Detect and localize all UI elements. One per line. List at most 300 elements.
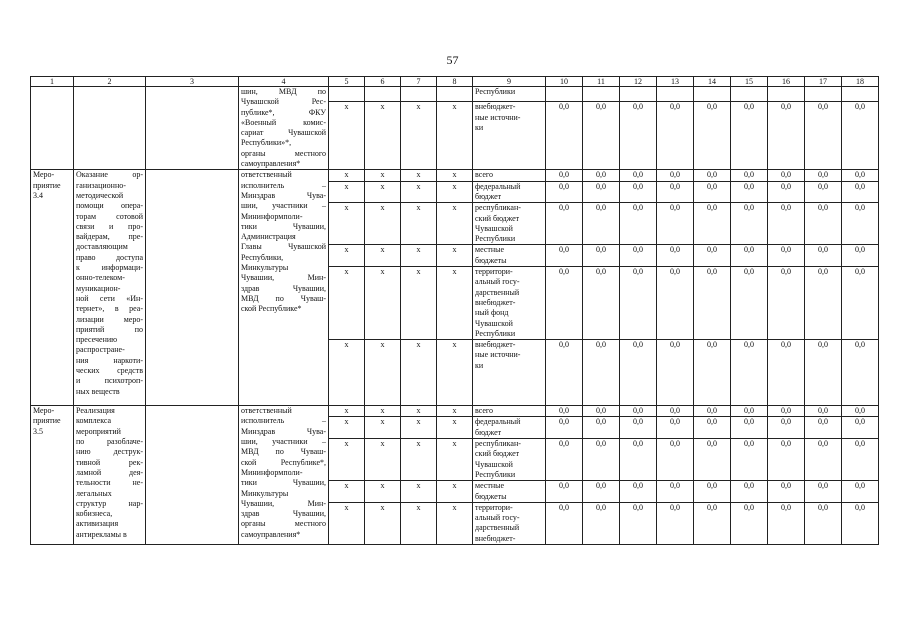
value-cell: 0,0 (768, 481, 805, 503)
value-cell: 0,0 (694, 502, 731, 544)
text-line: ный фонд (475, 308, 509, 318)
x-cell: x (365, 203, 401, 245)
value-cell: 0,0 (546, 502, 583, 544)
value-cell: 0,0 (842, 406, 879, 417)
value-cell: 0,0 (694, 406, 731, 417)
table-row (31, 87, 879, 102)
value-cell: 0,0 (768, 502, 805, 544)
x-cell: x (437, 170, 473, 181)
value-cell: 0,0 (546, 170, 583, 181)
value-cell: 0,0 (731, 406, 768, 417)
text-line: Администрация (241, 232, 296, 242)
value-cell: 0,0 (842, 502, 879, 544)
executors-cell (239, 170, 329, 406)
value-cell: 0,0 (546, 340, 583, 406)
empty-cell (437, 87, 473, 102)
value-cell: 0,0 (805, 181, 842, 203)
value-cell: 0,0 (842, 181, 879, 203)
text-line: шин, МВД по (241, 87, 326, 96)
text-line: 3.5 (33, 426, 43, 436)
text-line: 3.4 (33, 190, 43, 200)
x-cell: x (437, 181, 473, 203)
header-cell-1: 1 (31, 77, 74, 87)
x-cell: x (365, 481, 401, 503)
x-cell: x (401, 417, 437, 439)
value-cell: 0,0 (546, 181, 583, 203)
value-cell: 0,0 (620, 481, 657, 503)
value-cell: 0,0 (768, 170, 805, 181)
value-cell: 0,0 (694, 340, 731, 406)
x-cell: x (365, 406, 401, 417)
value-cell: 0,0 (583, 102, 620, 170)
text-line: шии, участники – (241, 201, 326, 211)
value-cell: 0,0 (768, 102, 805, 170)
x-cell: x (401, 170, 437, 181)
x-cell: x (329, 102, 365, 170)
text-line: Чувашии, Мин- (241, 273, 326, 283)
text-line: внебюджет- (475, 297, 516, 307)
header-cell-15: 15 (731, 77, 768, 87)
cell-3 (146, 170, 239, 406)
value-cell: 0,0 (694, 181, 731, 203)
x-cell: x (437, 203, 473, 245)
text-line: ные источни- (475, 112, 521, 122)
x-cell: x (437, 417, 473, 439)
x-cell: x (437, 439, 473, 481)
text-line: тики Чувашии, (241, 478, 326, 488)
value-cell: 0,0 (583, 267, 620, 340)
text-line: внебюджет- (475, 102, 516, 112)
text-line: органы местного (241, 148, 326, 158)
text-line: к информаци- (76, 263, 143, 273)
empty-cell (657, 87, 694, 102)
header-cell-7: 7 (401, 77, 437, 87)
text-line: самоуправления* (241, 529, 301, 539)
value-cell: 0,0 (620, 203, 657, 245)
value-cell: 0,0 (657, 502, 694, 544)
x-cell: x (437, 502, 473, 544)
header-cell-8: 8 (437, 77, 473, 87)
x-cell: x (365, 417, 401, 439)
cell-3 (146, 87, 239, 170)
value-cell: 0,0 (805, 267, 842, 340)
x-cell: x (329, 502, 365, 544)
value-cell: 0,0 (805, 439, 842, 481)
program-table (30, 76, 879, 545)
text-line: ных веществ (76, 386, 120, 396)
value-cell: 0,0 (731, 181, 768, 203)
value-cell: 0,0 (731, 502, 768, 544)
value-cell: 0,0 (620, 170, 657, 181)
value-cell: 0,0 (657, 102, 694, 170)
funding-source-cell (473, 502, 546, 544)
text-line: ской Республике*, (241, 457, 326, 467)
text-line: приятий по (76, 324, 143, 334)
value-cell: 0,0 (657, 439, 694, 481)
value-cell: 0,0 (694, 102, 731, 170)
value-cell: 0,0 (842, 245, 879, 267)
text-line: онно-телеком- (76, 273, 125, 283)
text-line: ные источни- (475, 350, 521, 360)
text-line: МВД по Чуваш- (241, 293, 326, 303)
text-line: нию деструк- (76, 447, 143, 457)
text-line: муникацион- (76, 283, 121, 293)
text-line: территори- (475, 267, 513, 277)
header-cell-6: 6 (365, 77, 401, 87)
value-cell: 0,0 (694, 417, 731, 439)
funding-source-cell (473, 340, 546, 406)
funding-source-cell (473, 170, 546, 181)
empty-cell (842, 87, 879, 102)
value-cell: 0,0 (620, 340, 657, 406)
text-line: исполнитель – (241, 416, 326, 426)
value-cell: 0,0 (842, 102, 879, 170)
empty-cell (365, 87, 401, 102)
funding-source-cell (473, 406, 546, 417)
value-cell: 0,0 (620, 417, 657, 439)
text-line: альный госу- (475, 513, 520, 523)
x-cell: x (401, 203, 437, 245)
value-cell: 0,0 (805, 245, 842, 267)
value-cell: 0,0 (546, 267, 583, 340)
text-line: приятие (33, 180, 61, 190)
value-cell: 0,0 (546, 203, 583, 245)
value-cell: 0,0 (805, 102, 842, 170)
text-line: Чувашской (475, 318, 513, 328)
value-cell: 0,0 (731, 417, 768, 439)
value-cell: 0,0 (805, 340, 842, 406)
text-line: дарственный (475, 523, 520, 533)
value-cell: 0,0 (546, 481, 583, 503)
value-cell: 0,0 (657, 245, 694, 267)
text-line: Минздрав Чува- (241, 190, 326, 200)
x-cell: x (401, 245, 437, 267)
value-cell: 0,0 (768, 406, 805, 417)
x-cell: x (401, 340, 437, 406)
funding-source-cell (473, 181, 546, 203)
value-cell: 0,0 (768, 417, 805, 439)
value-cell: 0,0 (842, 481, 879, 503)
funding-source-cell (473, 267, 546, 340)
text-line: дарственный (475, 287, 520, 297)
text-line: тики Чувашии, (241, 221, 326, 231)
text-line: Чувашии, Мин- (241, 498, 326, 508)
text-line: Чувашской (475, 459, 513, 469)
value-cell: 0,0 (620, 181, 657, 203)
x-cell: x (401, 502, 437, 544)
cell-3 (146, 406, 239, 545)
value-cell: 0,0 (694, 267, 731, 340)
x-cell: x (329, 417, 365, 439)
value-cell: 0,0 (620, 502, 657, 544)
value-cell: 0,0 (842, 340, 879, 406)
value-cell: 0,0 (805, 417, 842, 439)
text-line: Меро- (33, 406, 55, 416)
header-cell-16: 16 (768, 77, 805, 87)
empty-cell (583, 87, 620, 102)
header-cell-4: 4 (239, 77, 329, 87)
value-cell: 0,0 (583, 481, 620, 503)
text-line: по разоблаче- (76, 437, 143, 447)
activity-id-cell (31, 170, 74, 406)
text-line: доставляющим (76, 242, 128, 252)
value-cell: 0,0 (842, 170, 879, 181)
text-line: ния наркоти- (76, 355, 143, 365)
value-cell: 0,0 (546, 406, 583, 417)
text-line: ский бюджет (475, 449, 520, 459)
x-cell: x (329, 439, 365, 481)
x-cell: x (437, 481, 473, 503)
x-cell: x (329, 340, 365, 406)
text-line: структур нар- (76, 498, 143, 508)
text-line: ки (475, 122, 484, 132)
activity-name-cell (74, 170, 146, 406)
value-cell: 0,0 (694, 203, 731, 245)
text-line: шии, участники – (241, 437, 326, 447)
empty-cell (805, 87, 842, 102)
header-cell-10: 10 (546, 77, 583, 87)
text-line: Республики, (241, 252, 284, 262)
text-line: лизации меро- (76, 314, 143, 324)
x-cell: x (329, 203, 365, 245)
x-cell: x (365, 245, 401, 267)
text-line: связи и про- (76, 221, 143, 231)
text-line: бюджеты (475, 491, 507, 501)
text-line: бюджет (475, 191, 502, 201)
value-cell: 0,0 (546, 102, 583, 170)
text-line: республикан- (475, 203, 521, 213)
text-line: альный госу- (475, 277, 520, 287)
x-cell: x (437, 340, 473, 406)
text-line: ской Республике* (241, 304, 302, 314)
executors-cell (239, 87, 329, 170)
value-cell: 0,0 (657, 406, 694, 417)
funding-source-cell (473, 203, 546, 245)
funding-source-cell: Республики (473, 87, 546, 102)
header-cell-13: 13 (657, 77, 694, 87)
text-line: тельности не- (76, 478, 143, 488)
x-cell: x (329, 481, 365, 503)
text-line: здрав Чувашии, (241, 509, 326, 519)
x-cell: x (401, 181, 437, 203)
value-cell: 0,0 (620, 102, 657, 170)
text-line: Минздрав Чува- (241, 426, 326, 436)
value-cell: 0,0 (657, 181, 694, 203)
header-cell-2: 2 (74, 77, 146, 87)
empty-cell (731, 87, 768, 102)
funding-source-cell (473, 439, 546, 481)
text-line: ганизационно- (76, 180, 126, 190)
value-cell: 0,0 (731, 245, 768, 267)
value-cell: 0,0 (657, 417, 694, 439)
text-line: приятие (33, 416, 61, 426)
text-line: кобизнеса, (76, 509, 113, 519)
text-line: Республики (475, 328, 516, 338)
value-cell: 0,0 (583, 340, 620, 406)
x-cell: x (401, 102, 437, 170)
text-line: всего (475, 170, 494, 180)
x-cell: x (401, 267, 437, 340)
empty-cell (329, 87, 365, 102)
header-row (31, 77, 879, 87)
text-line: Республики»*, (241, 138, 292, 148)
text-line: методической (76, 190, 124, 200)
header-cell-5: 5 (329, 77, 365, 87)
text-line: Мининформполи- (241, 211, 303, 221)
header-cell-3: 3 (146, 77, 239, 87)
value-cell: 0,0 (768, 203, 805, 245)
text-line: внебюджет- (475, 340, 516, 350)
text-line: комплекса (76, 416, 112, 426)
text-line: Республики (475, 469, 516, 479)
text-line: мероприятий (76, 426, 121, 436)
text-line: активизация (76, 519, 119, 529)
empty-cell (694, 87, 731, 102)
x-cell: x (329, 181, 365, 203)
text-line: ответственный (241, 406, 292, 416)
text-line: Главы Чувашской (241, 242, 326, 252)
value-cell: 0,0 (546, 439, 583, 481)
value-cell: 0,0 (842, 417, 879, 439)
header-cell-17: 17 (805, 77, 842, 87)
value-cell: 0,0 (731, 203, 768, 245)
text-line: Республики (475, 234, 516, 244)
text-line: исполнитель – (241, 180, 326, 190)
text-line: пресечению (76, 335, 118, 345)
text-line: территори- (475, 502, 513, 512)
value-cell: 0,0 (546, 245, 583, 267)
value-cell: 0,0 (768, 267, 805, 340)
text-line: органы местного (241, 519, 326, 529)
text-line: распростране- (76, 345, 125, 355)
text-line: легальных (76, 488, 112, 498)
x-cell: x (437, 245, 473, 267)
x-cell: x (365, 340, 401, 406)
value-cell: 0,0 (768, 245, 805, 267)
value-cell: 0,0 (805, 170, 842, 181)
text-line: ной сети «Ин- (76, 293, 143, 303)
value-cell: 0,0 (805, 481, 842, 503)
text-line: МВД по Чуваш- (241, 447, 326, 457)
value-cell: 0,0 (620, 245, 657, 267)
value-cell: 0,0 (657, 340, 694, 406)
value-cell: 0,0 (768, 439, 805, 481)
value-cell: 0,0 (583, 439, 620, 481)
text-line: внебюджет- (475, 533, 516, 543)
value-cell: 0,0 (657, 170, 694, 181)
value-cell: 0,0 (657, 481, 694, 503)
text-line: Чувашской (475, 223, 513, 233)
text-line: бюджет (475, 427, 502, 437)
funding-source-cell (473, 102, 546, 170)
text-line: вайдерам, пре- (76, 232, 143, 242)
page-number: 57 (446, 53, 459, 67)
value-cell: 0,0 (768, 181, 805, 203)
text-line: помощи опера- (76, 201, 143, 211)
value-cell: 0,0 (657, 267, 694, 340)
value-cell: 0,0 (731, 481, 768, 503)
header-cell-9: 9 (473, 77, 546, 87)
value-cell: 0,0 (620, 439, 657, 481)
text-line: тивной рек- (76, 457, 143, 467)
value-cell: 0,0 (731, 267, 768, 340)
text-line: Мининформполи- (241, 467, 303, 477)
value-cell: 0,0 (731, 340, 768, 406)
text-line: «Военный комис- (241, 117, 326, 127)
text-line: Минкультуры (241, 488, 289, 498)
activity-name-cell (74, 406, 146, 545)
value-cell: 0,0 (694, 170, 731, 181)
text-line: республикан- (475, 439, 521, 449)
x-cell: x (329, 406, 365, 417)
text-line: федеральный (475, 417, 521, 427)
empty-cell (768, 87, 805, 102)
text-line: здрав Чувашии, (241, 283, 326, 293)
header-cell-11: 11 (583, 77, 620, 87)
value-cell: 0,0 (583, 181, 620, 203)
text-line: ответственный (241, 170, 292, 180)
text-line: бюджеты (475, 255, 507, 265)
value-cell: 0,0 (805, 203, 842, 245)
funding-source-cell (473, 481, 546, 503)
x-cell: x (401, 439, 437, 481)
text-line: самоуправления* (241, 159, 301, 169)
value-cell: 0,0 (694, 439, 731, 481)
x-cell: x (365, 181, 401, 203)
value-cell: 0,0 (583, 245, 620, 267)
value-cell: 0,0 (731, 439, 768, 481)
text-line: ский бюджет (475, 213, 520, 223)
text-line: ки (475, 360, 484, 370)
x-cell: x (437, 406, 473, 417)
value-cell: 0,0 (583, 417, 620, 439)
value-cell: 0,0 (620, 406, 657, 417)
value-cell: 0,0 (583, 406, 620, 417)
table-row (31, 406, 879, 417)
text-line: антирекламы в (76, 529, 127, 539)
text-line: торам сотовой (76, 211, 143, 221)
text-line: и психотроп- (76, 376, 143, 386)
value-cell: 0,0 (842, 267, 879, 340)
funding-source-cell (473, 245, 546, 267)
text-line: федеральный (475, 181, 521, 191)
text-line: местные (475, 245, 505, 255)
text-line: Минкультуры (241, 263, 289, 273)
value-cell: 0,0 (768, 340, 805, 406)
text-line: публике*, ФКУ (241, 107, 326, 117)
x-cell: x (329, 245, 365, 267)
x-cell: x (365, 170, 401, 181)
table-row (31, 170, 879, 181)
x-cell: x (365, 439, 401, 481)
header-cell-12: 12 (620, 77, 657, 87)
text-line: ламной дея- (76, 467, 143, 477)
value-cell: 0,0 (546, 417, 583, 439)
value-cell: 0,0 (731, 102, 768, 170)
empty-cell (620, 87, 657, 102)
value-cell: 0,0 (805, 406, 842, 417)
executors-cell (239, 406, 329, 545)
value-cell: 0,0 (842, 439, 879, 481)
x-cell: x (329, 170, 365, 181)
x-cell: x (401, 481, 437, 503)
x-cell: x (365, 102, 401, 170)
text-line: тернет», в реа- (76, 304, 143, 314)
x-cell: x (437, 102, 473, 170)
x-cell: x (437, 267, 473, 340)
text-line: местные (475, 481, 505, 491)
text-line: Чувашской Рес- (241, 97, 326, 107)
